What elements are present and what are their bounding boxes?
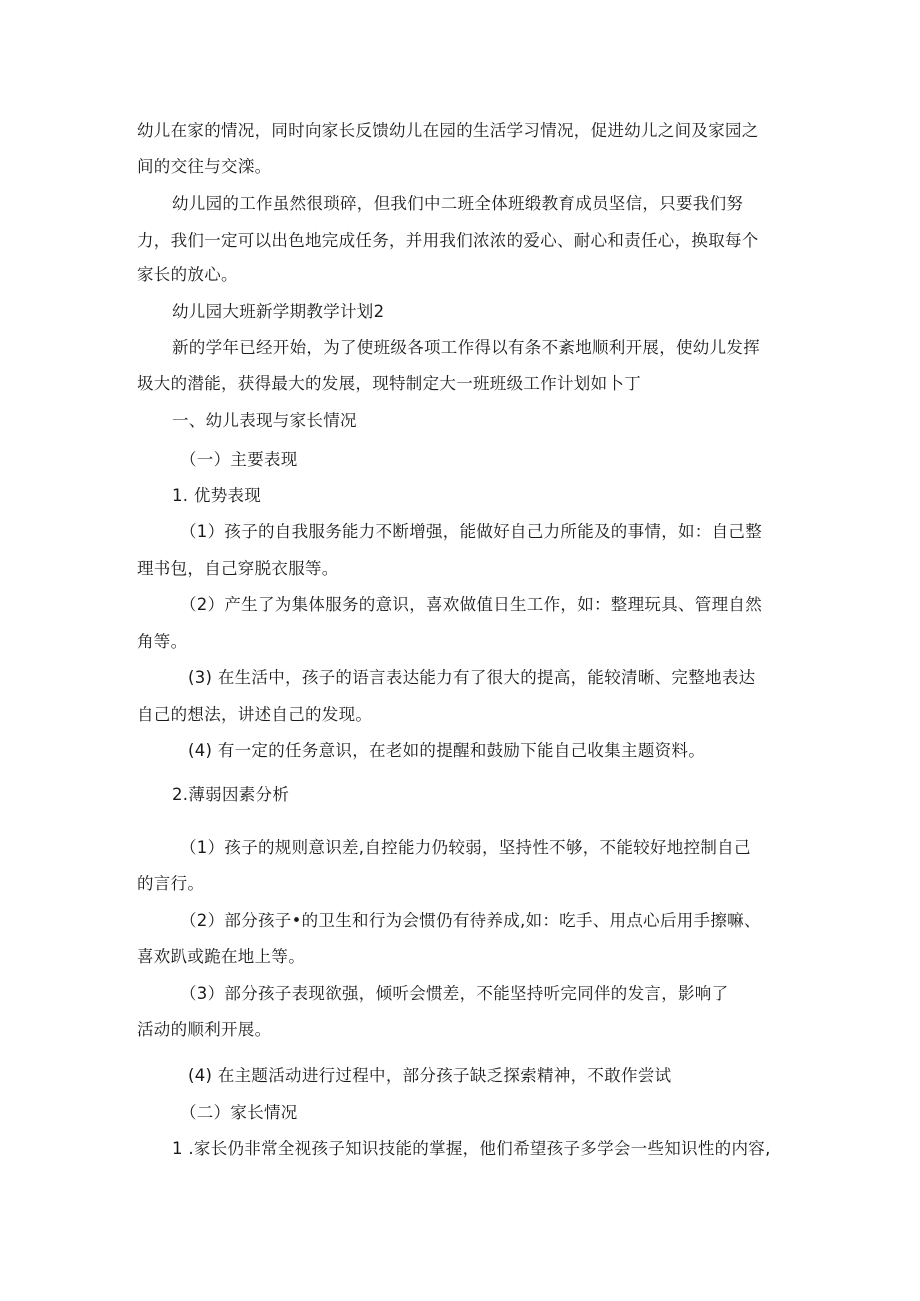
text-line: 喜欢趴或跪在地上等。 bbox=[137, 947, 305, 966]
text-line: (4) 在主题活动进行过程中，部分孩子缺乏探索精神，不敢作尝试 bbox=[188, 1066, 672, 1085]
subsection-heading: （二）家长情况 bbox=[180, 1103, 298, 1122]
text-line: （2）产生了为集体服务的意识，喜欢做值日生工作，如：整理玩具、管理自然 bbox=[180, 595, 762, 614]
text-line: （2）部分孩子•的卫生和行为会惯仍有待养成,如：吃手、用点心后用手擦嘛、 bbox=[180, 911, 761, 930]
text-line: 力，我们一定可以出色地完成任务，并用我们浓浓的爱心、耐心和责任心，换取每个 bbox=[137, 231, 759, 250]
text-line: 幼儿园的工作虽然很琐碎，但我们中二班全体班缎教育成员坚信，只要我们努 bbox=[172, 194, 744, 213]
text-line: 家长的放心。 bbox=[137, 265, 238, 284]
subsection-heading: 2.薄弱因素分析 bbox=[172, 785, 290, 804]
text-line: (4) 有一定的任务意识，在老如的提醒和鼓励下能自己收集主题资料。 bbox=[188, 741, 706, 760]
text-line: （3）部分孩子表现欲强，倾听会惯差，不能坚持听完同伴的发言，影响了 bbox=[180, 984, 729, 1003]
text-line: 幼儿在家的情况，同时向家长反馈幼儿在园的生活学习情况，促进幼儿之间及家园之 bbox=[137, 121, 759, 140]
text-line: 新的学年已经开始，为了使班级各项工作得以有条不紊地顺利开展，使幼儿发挥 bbox=[172, 338, 760, 357]
text-line: （1）孩子的自我服务能力不断增强，能做好自己力所能及的事情，如：自己整 bbox=[180, 522, 762, 541]
text-line: 间的交往与交滦。 bbox=[137, 157, 272, 176]
text-line: （1）孩子的规则意识差,自控能力仍较弱，坚持性不够，不能较好地控制自己 bbox=[180, 838, 751, 857]
section-heading: 幼儿园大班新学期教学计划2 bbox=[172, 302, 385, 321]
text-line: 1 .家长仍非常全视孩子知识技能的掌握，他们希望孩子多学会一些知识性的内容, bbox=[172, 1139, 771, 1158]
text-line: 理书包，自己穿脱衣服等。 bbox=[137, 559, 339, 578]
section-heading: 一、幼儿表现与家长情况 bbox=[172, 411, 357, 430]
text-line: 活动的顺利开展。 bbox=[137, 1020, 272, 1039]
text-line: 自己的想法，讲述自己的发现。 bbox=[137, 705, 373, 724]
subsection-heading: 1. 优势表现 bbox=[172, 486, 262, 505]
text-line: 圾大的潜能，获得最大的发展，现特制定大一班班级工作计划如卜丁 bbox=[137, 374, 641, 393]
subsection-heading: （一）主要表现 bbox=[180, 450, 298, 469]
text-line: 的言行。 bbox=[137, 874, 205, 893]
text-line: 角等。 bbox=[137, 632, 188, 651]
text-line: (3) 在生活中，孩子的语言表达能力有了很大的提高，能较清晰、完整地表达 bbox=[188, 668, 756, 687]
